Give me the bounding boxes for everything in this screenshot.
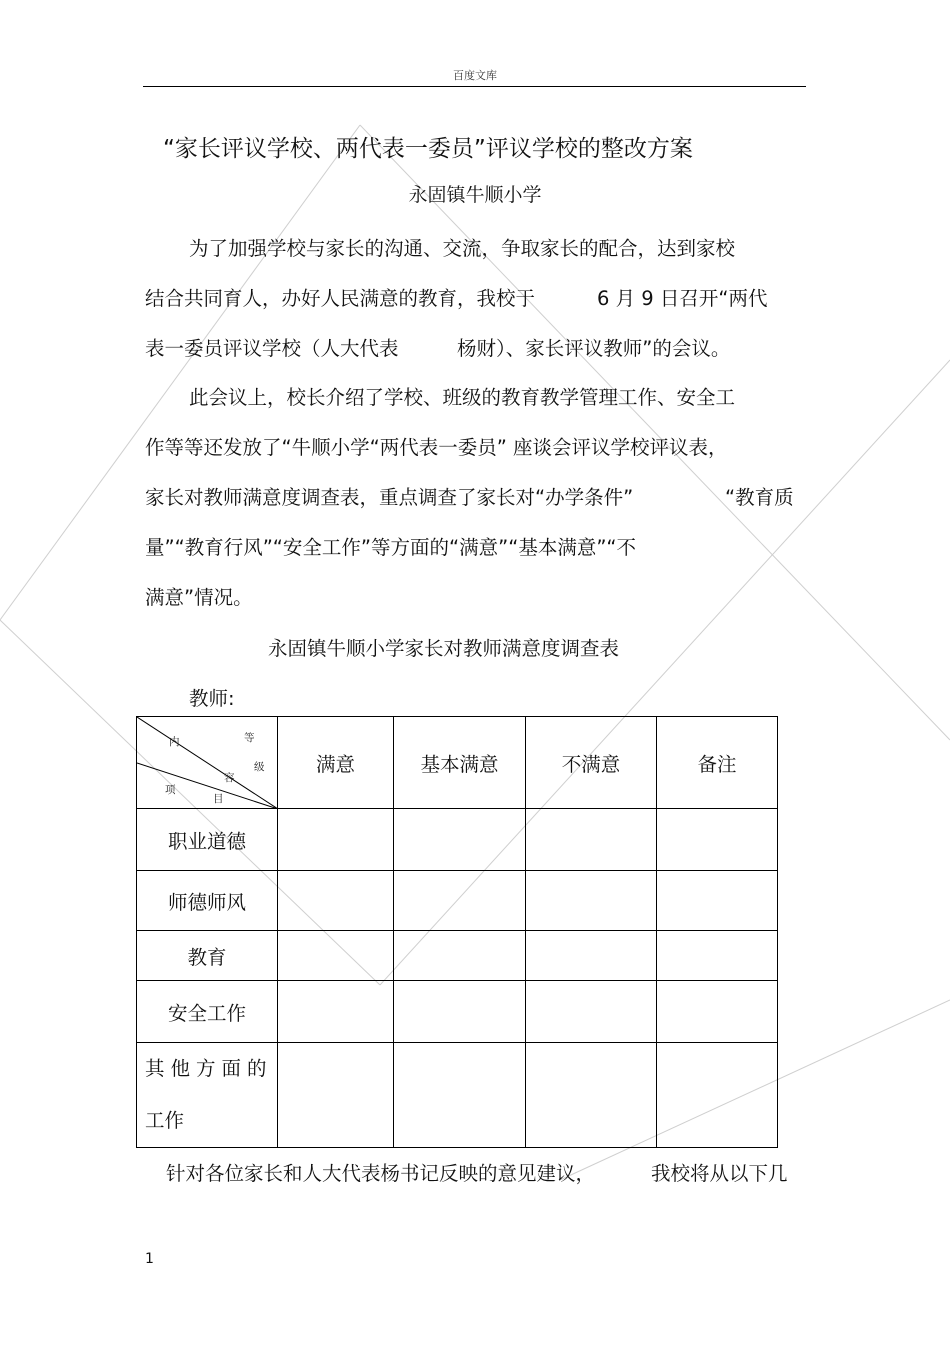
row-label: 教育 — [137, 931, 278, 981]
paragraph1-line2b: 6 月 9 日召开“两代 — [597, 287, 768, 310]
diag-label-deng: 等 — [244, 732, 255, 744]
header-remarks: 备注 — [657, 717, 778, 809]
row-label-line1: 其他方面的 — [145, 1057, 273, 1080]
table-cell — [278, 871, 394, 931]
table-row — [137, 871, 778, 931]
table-cell — [526, 1043, 657, 1148]
teacher-label: 教师: — [189, 687, 235, 710]
header-not-satisfied: 不满意 — [526, 717, 657, 809]
table-cell — [394, 981, 526, 1043]
header-rule — [143, 86, 806, 87]
paragraph2-line1: 此会议上，校长介绍了学校、班级的教育教学管理工作、安全工 — [189, 386, 736, 409]
table-row — [137, 931, 778, 981]
diag-label-nei: 内 — [169, 736, 180, 748]
table-cell — [278, 1043, 394, 1148]
table-cell — [278, 809, 394, 871]
table-row — [137, 981, 778, 1043]
table-cell — [394, 871, 526, 931]
table-cell — [657, 809, 778, 871]
row-label: 师德师风 — [137, 871, 278, 931]
row-label: 安全工作 — [137, 981, 278, 1043]
paragraph1-line2a: 结合共同育人，办好人民满意的教育，我校于 — [145, 287, 536, 310]
table-cell — [526, 981, 657, 1043]
table-row — [137, 1043, 778, 1148]
row-label: 职业道德 — [137, 809, 278, 871]
table-cell — [657, 931, 778, 981]
table-cell — [657, 871, 778, 931]
row-label-line2: 工作 — [145, 1109, 185, 1132]
table-row — [137, 809, 778, 871]
paragraph1-line3b: 杨财）、家长评议教师”的会议。 — [457, 337, 731, 360]
table-title: 永固镇牛顺小学家长对教师满意度调查表 — [267, 637, 619, 660]
paragraph2-line2: 作等等还发放了“牛顺小学“两代表一委员” 座谈会评议学校评议表， — [145, 436, 728, 459]
page-number: 1 — [145, 1251, 154, 1267]
header-basically-satisfied: 基本满意 — [394, 717, 526, 809]
table-cell — [278, 931, 394, 981]
table-cell — [526, 871, 657, 931]
paragraph2-line4: 量”“教育行风”“安全工作”等方面的“满意”“基本满意”“不 — [145, 536, 637, 559]
survey-table — [136, 716, 778, 1148]
diagonal-header-cell — [137, 717, 278, 809]
table-header-row — [137, 717, 778, 809]
table-cell — [278, 981, 394, 1043]
row-label-other-work — [137, 1043, 278, 1148]
paragraph2-line3b: “教育质 — [725, 486, 794, 509]
table-cell — [526, 809, 657, 871]
header-site-name: 百度文库 — [453, 69, 497, 82]
diag-label-rong: 容 — [224, 772, 235, 784]
diag-label-xiang: 项 — [165, 784, 176, 796]
document-subtitle: 永固镇牛顺小学 — [408, 184, 542, 206]
diag-label-mu: 目 — [213, 793, 224, 805]
table-cell — [657, 981, 778, 1043]
header-satisfied: 满意 — [278, 717, 394, 809]
table-cell — [526, 931, 657, 981]
document-title: “家长评议学校、两代表一委员”评议学校的整改方案 — [163, 136, 693, 162]
table-cell — [394, 931, 526, 981]
paragraph2-line5: 满意”情况。 — [145, 586, 253, 609]
table-cell — [394, 1043, 526, 1148]
paragraph2-line3a: 家长对教师满意度调查表，重点调查了家长对“办学条件” — [145, 486, 634, 509]
table-cell — [394, 809, 526, 871]
diag-label-ji: 级 — [254, 761, 265, 773]
table-cell — [657, 1043, 778, 1148]
paragraph1-line1: 为了加强学校与家长的沟通、交流，争取家长的配合，达到家校 — [189, 237, 736, 260]
paragraph1-line3a: 表一委员评议学校（人大代表 — [145, 337, 399, 360]
paragraph3-line1a: 针对各位家长和人大代表杨书记反映的意见建议， — [166, 1162, 596, 1185]
paragraph3-line1b: 我校将从以下几 — [651, 1162, 788, 1185]
